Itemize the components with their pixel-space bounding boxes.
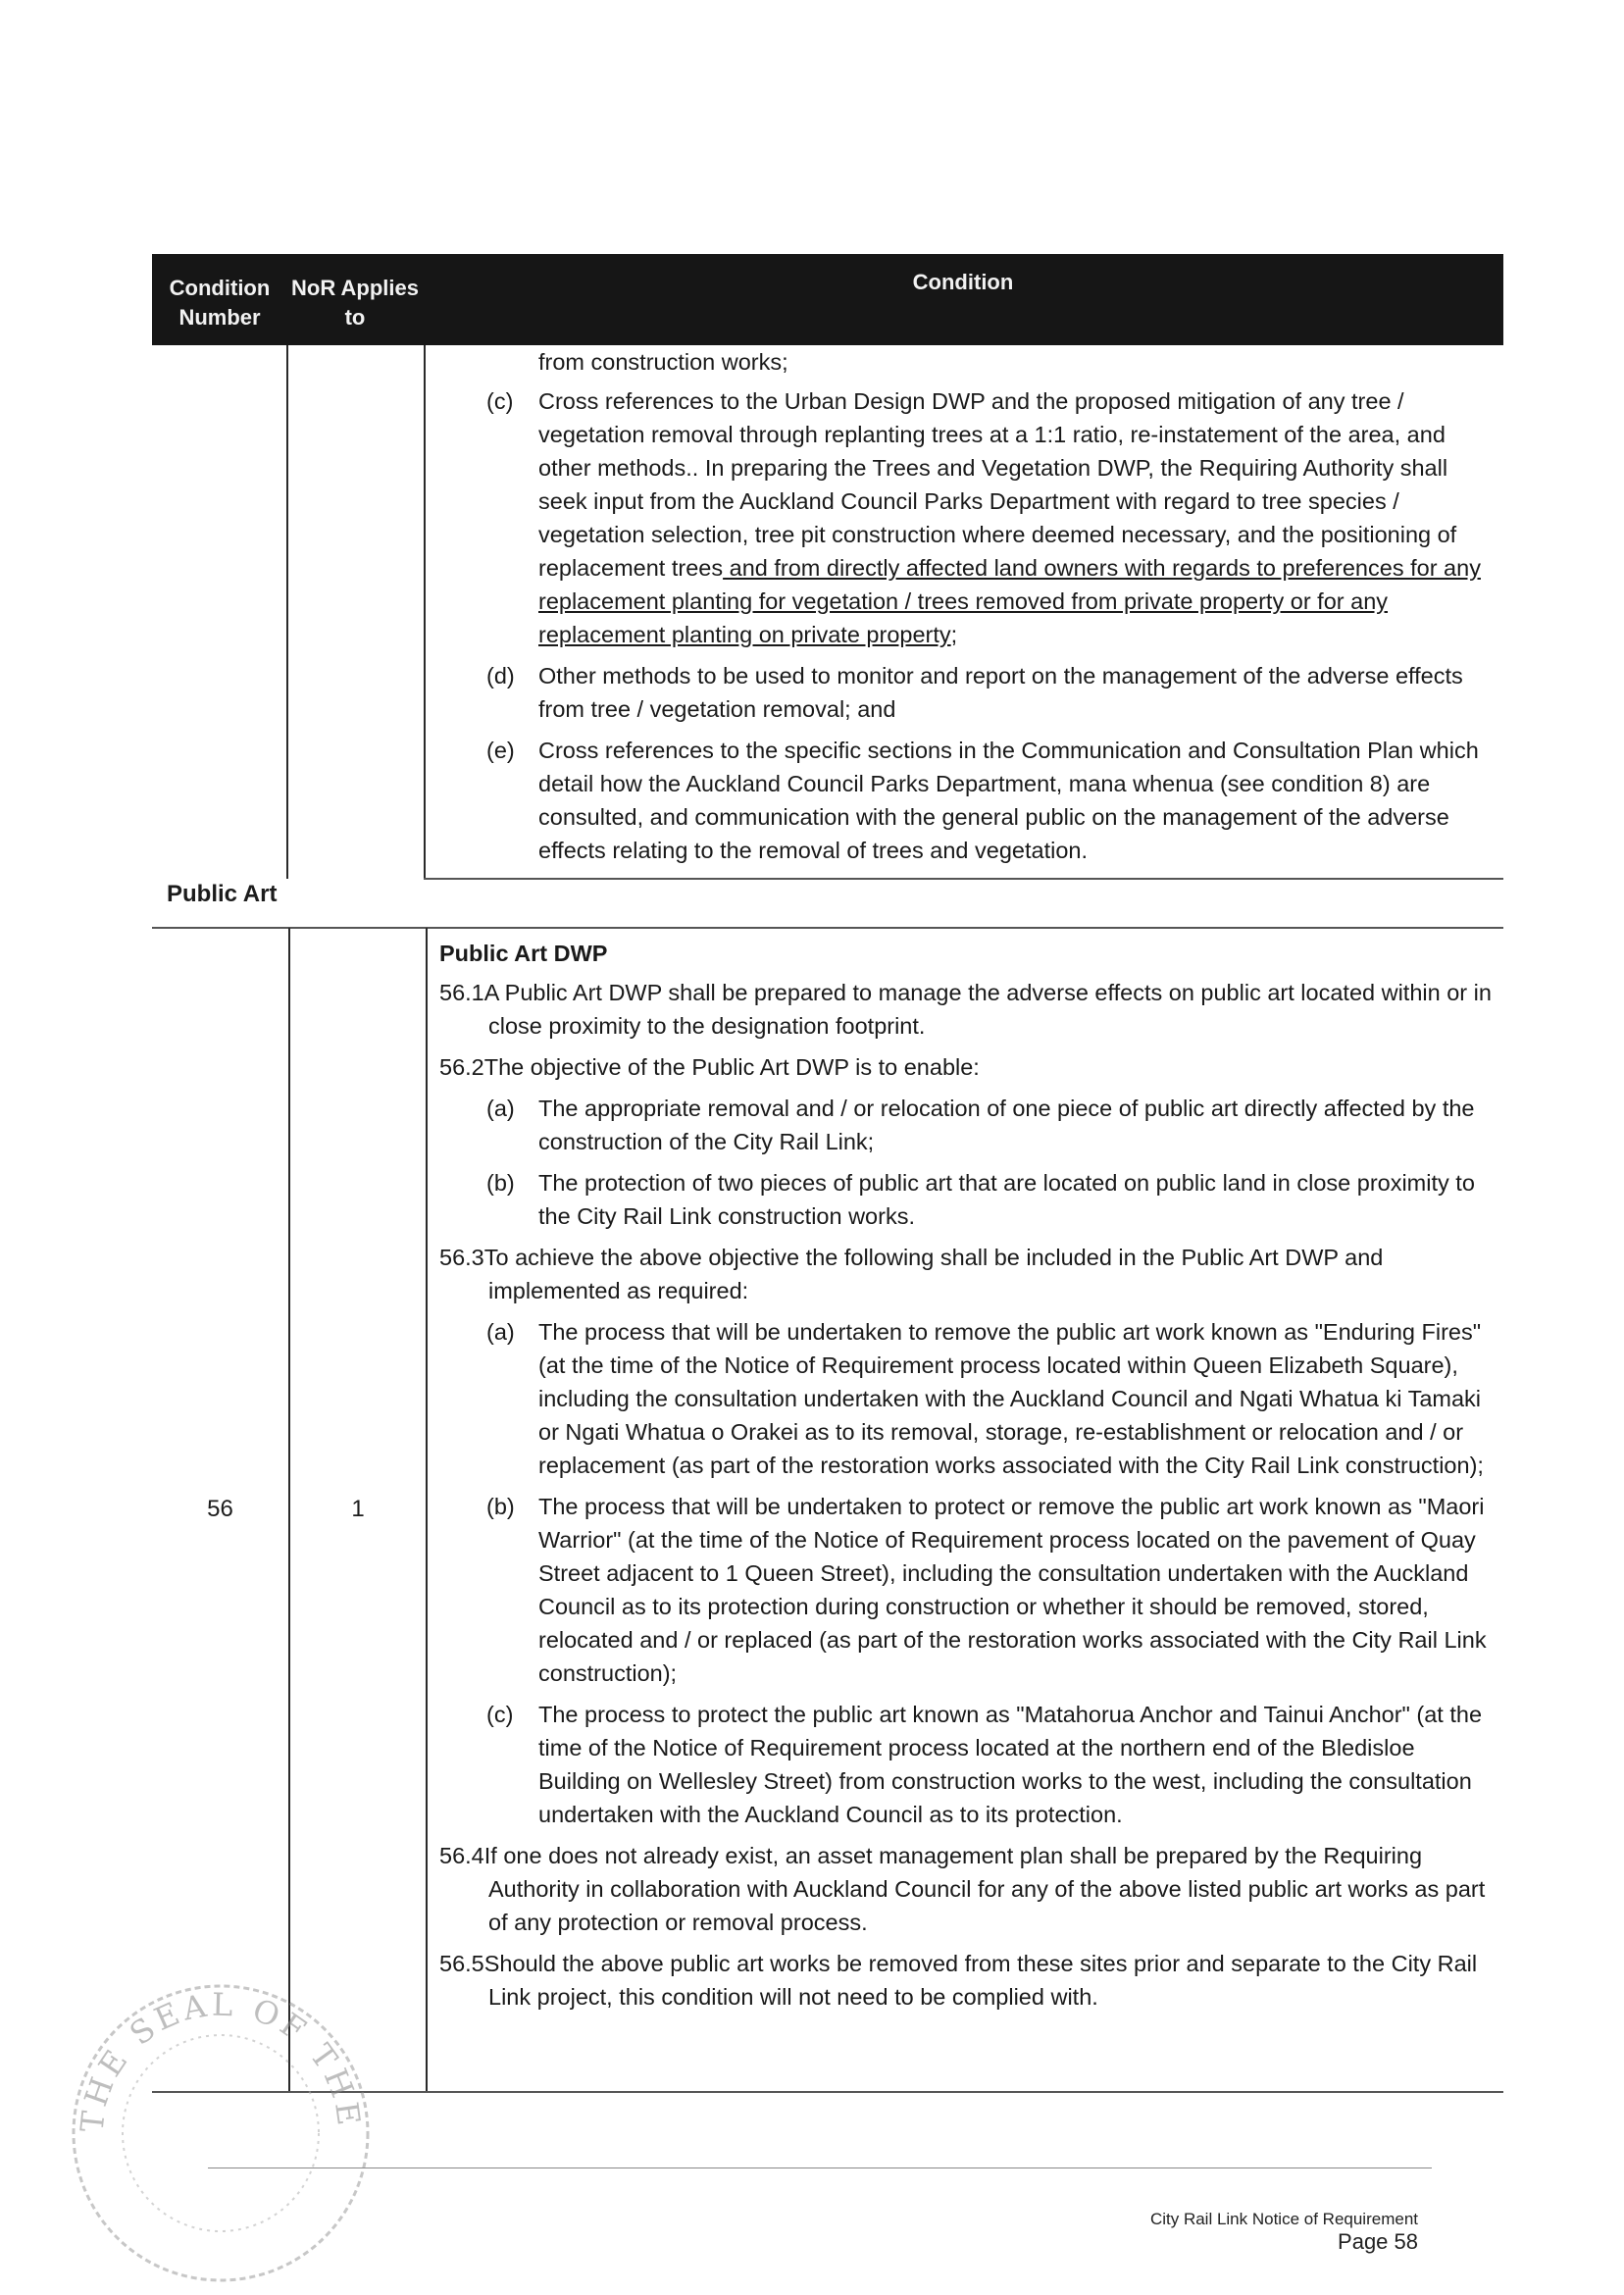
item-text: The process to protect the public art known as "Matahorua Anchor and Tainui Anchor" (at the time of the Notice of Requirement process located at the northern end of the Bledisloe Building on Wellesley Street) from construction works to the west, including the consultation undertaken with the Auckland Council as to its protection. bbox=[538, 1702, 1483, 1827]
list-item bbox=[439, 345, 1498, 379]
paragraph-number: 56.1 bbox=[439, 980, 484, 1005]
item-label: (a) bbox=[486, 1319, 515, 1345]
column-divider bbox=[286, 345, 288, 879]
list-item bbox=[439, 1315, 1498, 1482]
condition-number: 56 bbox=[207, 1496, 233, 1522]
paragraph bbox=[439, 1947, 1498, 2014]
paragraph-number: 56.3 bbox=[439, 1245, 484, 1270]
condition-55-continued bbox=[439, 345, 1498, 875]
item-text: The process that will be undertaken to remove the public art work known as "Enduring Fires" (at the time of the Notice of Requirement process located within Queen Elizabeth Square), including the consultation undertaken with the Auckland Council and Ngati Whatua ki Tamaki or Ngati Whatua o Orakei as to its removal, storage, re-establishment or relocation and / or replacement (as part of the restoration works associated with the City Rail Link construction); bbox=[538, 1319, 1484, 1478]
paragraph bbox=[439, 1839, 1498, 1939]
list-item bbox=[439, 1092, 1498, 1158]
item-text: The process that will be undertaken to protect or remove the public art work known as "Maori Warrior" (at the time of the Notice of Requirement process located on the pavement of Quay Street adjacent to 1 Queen Street), including the consultation undertaken with the Auckland Council as to its protection during construction or whether it should be removed, stored, relocated and / or replaced (as part of the restoration works associated with the City Rail Link construction); bbox=[538, 1494, 1487, 1686]
page-footer bbox=[1150, 2210, 1418, 2255]
list-item bbox=[439, 659, 1498, 726]
header-condition-number: Condition Number bbox=[169, 276, 271, 330]
page-number: Page 58 bbox=[1338, 2229, 1418, 2254]
paragraph-text: A Public Art DWP shall be prepared to manage the adverse effects on public art located within or in close proximity to the designation footprint. bbox=[483, 980, 1492, 1039]
paragraph-text: If one does not already exist, an asset management plan shall be prepared by the Requiring Authority in collaboration with Auckland Council for any of the above listed public art works as part of any protection or removal process. bbox=[483, 1843, 1486, 1935]
paragraph-number: 56.4 bbox=[439, 1843, 484, 1868]
item-label: (b) bbox=[486, 1170, 515, 1196]
condition-heading: Public Art DWP bbox=[439, 941, 608, 966]
svg-text:THE SEAL OF THE bbox=[73, 1986, 368, 2134]
item-label: (c) bbox=[486, 388, 514, 414]
item-text: Other methods to be used to monitor and report on the management of the adverse effects from tree / vegetation removal; and bbox=[538, 663, 1463, 722]
item-label: (e) bbox=[486, 738, 515, 763]
item-text: from construction works; bbox=[538, 349, 788, 375]
item-text: The appropriate removal and / or relocation of one piece of public art directly affected by the construction of the City Rail Link; bbox=[538, 1096, 1475, 1154]
council-seal-stamp bbox=[59, 1971, 382, 2295]
item-label: (b) bbox=[486, 1494, 515, 1519]
item-label: (c) bbox=[486, 1702, 514, 1727]
item-text: The protection of two pieces of public art that are located on public land in close proximity to the City Rail Link construction works. bbox=[538, 1170, 1475, 1229]
paragraph-number: 56.2 bbox=[439, 1054, 484, 1080]
section-title: Public Art bbox=[167, 881, 278, 907]
condition-56-text bbox=[439, 937, 1498, 2021]
row-divider bbox=[152, 927, 1503, 929]
list-item bbox=[439, 1166, 1498, 1233]
item-text: Cross references to the Urban Design DWP and the proposed mitigation of any tree / vegetation removal through replanting trees at a 1:1 ratio, re-instatement of the area, and other methods.. In preparing the Trees and Vegetation DWP, the Requiring Authority shall seek input from the Auckland Council Parks Department with regard to tree species / vegetation selection, tree pit construction where deemed necessary, and the positioning of replacement trees bbox=[538, 388, 1457, 581]
footer-document-title: City Rail Link Notice of Requirement bbox=[1149, 2210, 1418, 2228]
list-item bbox=[439, 734, 1498, 867]
list-item bbox=[439, 1698, 1498, 1831]
row-divider bbox=[424, 878, 1503, 880]
paragraph-text: To achieve the above objective the following shall be included in the Public Art DWP and implemented as required: bbox=[483, 1245, 1384, 1303]
underlined-amendment: and from directly affected land owners with regards to preferences for any replacement planting for vegetation / trees removed from private property or for any replacement planting on private property bbox=[538, 555, 1481, 647]
list-item bbox=[439, 384, 1498, 651]
item-label: (a) bbox=[486, 1096, 515, 1121]
paragraph bbox=[439, 1050, 1498, 1084]
list-item bbox=[439, 1490, 1498, 1690]
nor-applies-to: 1 bbox=[351, 1496, 365, 1522]
item-text: Cross references to the specific sections in the Communication and Consultation Plan which detail how the Auckland Council Parks Department, mana whenua (see condition 8) are consulted, and communication with the general public on the management of the adverse effects relating to the removal of trees and vegetation. bbox=[538, 738, 1479, 863]
paragraph-text: Should the above public art works be removed from these sites prior and separate to the City Rail Link project, this condition will not need to be complied with. bbox=[483, 1951, 1478, 2010]
item-text-tail: ; bbox=[950, 622, 958, 647]
paragraph-number: 56.5 bbox=[439, 1951, 484, 1976]
paragraph bbox=[439, 976, 1498, 1043]
header-nor-applies-to: NoR Applies to bbox=[291, 276, 419, 330]
column-divider bbox=[426, 928, 428, 2092]
seal-text: THE SEAL OF THE bbox=[73, 1985, 369, 2134]
column-divider bbox=[424, 345, 426, 879]
header-condition: Condition bbox=[912, 270, 1014, 294]
item-label: (d) bbox=[486, 663, 515, 688]
paragraph-text: The objective of the Public Art DWP is to enable: bbox=[483, 1054, 980, 1080]
table-header bbox=[152, 254, 1503, 345]
paragraph bbox=[439, 1241, 1498, 1307]
